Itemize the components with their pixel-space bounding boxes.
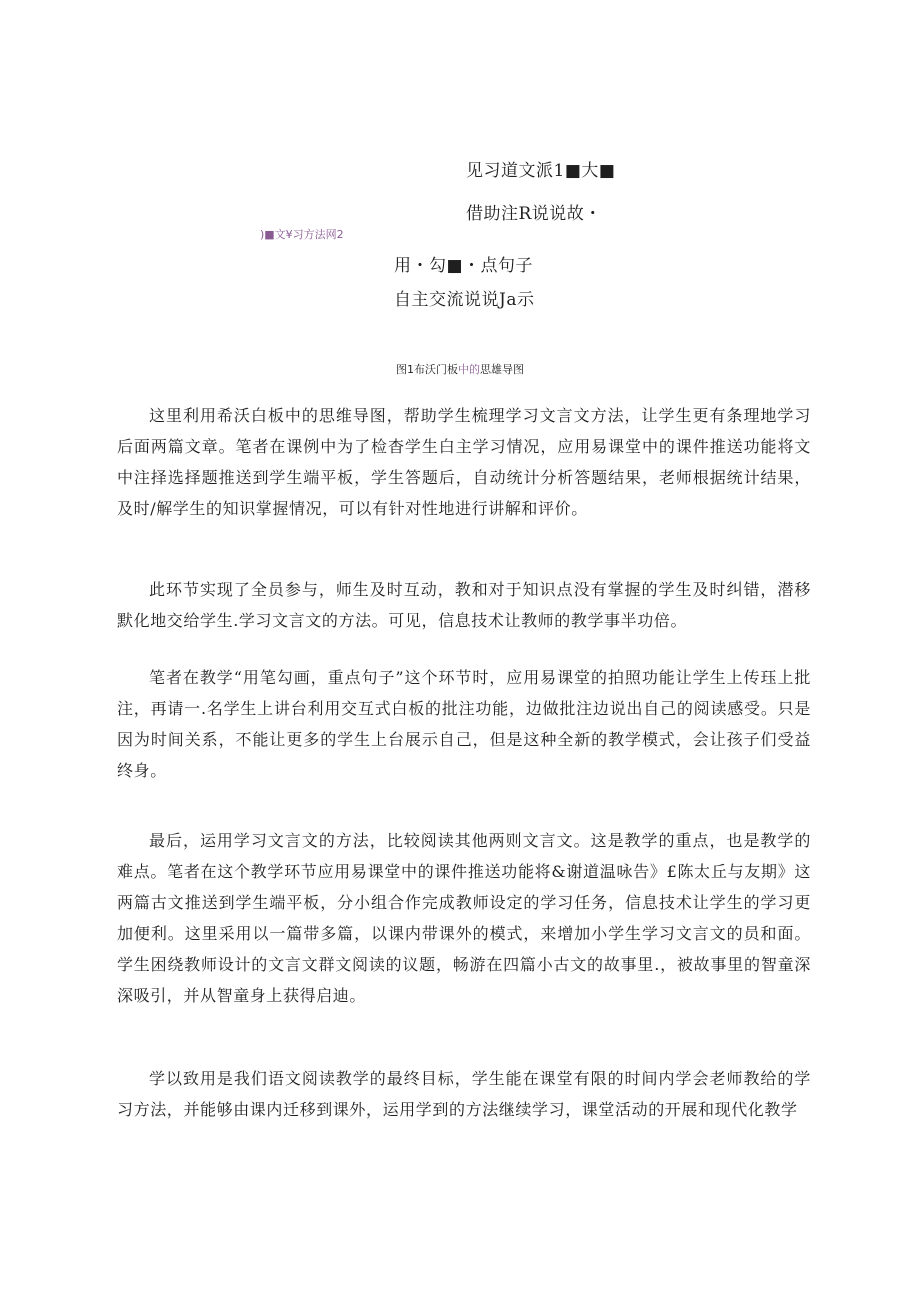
mind-map-item: 自主交流说说Ja示 [394,290,535,310]
caption-accent: 中的 [458,363,480,376]
caption-end: 思雄导图 [480,363,524,376]
caption-start: 图1布沃门板 [396,363,458,376]
figure-caption [0,362,920,378]
mind-map-left-label: )■文¥习方法网2 [260,228,344,241]
mind-map-item: 见习道文派1■大■ [466,161,616,181]
paragraph: 最后，运用学习文言文的方法，比较阅读其他两则文言文。这是教学的重点，也是教学的难点。笔者在这个教学环节应用易课堂中的课件推送功能将&谢道温咏告》£陈太丘与友期》这两篇古文推送到学生端平板，分小组合作完成教师设定的学习任务，信息技术让学生的学习更加便利。这里采用以一篇带多篇，以课内带课外的模式，来增加小学生学习文言文的员和面。学生困绕教师设计的文言文群文阅读的议题，畅游在四篇小古文的故事里.，被故事里的智童深深吸引，并从智童身上获得启迪。 [117,831,811,1005]
paragraph: 学以致用是我们语文阅读教学的最终目标，学生能在课堂有限的时间内学会老师教给的学习方法，并能够由课内迁移到课外，运用学到的方法继续学习，课堂活动的开展和现代化教学 [117,1069,811,1119]
paragraph: 此环节实现了全员参与，师生及时互动，教和对于知识点没有掌握的学生及时纠错，潜移默化地交给学生.学习文言文的方法。可见，信息技术让教师的教学事半功倍。 [117,580,811,630]
mind-map-item: 借助注R说说故・ [466,204,602,224]
mind-map-item: 用・勾■・点句子 [394,256,534,276]
paragraph: 这里利用希沃白板中的思维导图，帮助学生梳理学习文言文方法，让学生更有条理地学习后面两篇文章。笔者在课例中为了检杳学生白主学习情况，应用易课堂中的课件推送功能将文中注择选择题推送到学生端平板，学生答题后，自动统计分析答题结果，老师根据统计结果，及时/解学生的知识掌握情况，可以有针对性地进行讲解和评价。 [117,406,811,518]
paragraph: 笔者在教学“用笔勾画，重点句子”这个环节时，应用易课堂的拍照功能让学生上传珏上批注，再请一.名学生上讲台利用交互式白板的批注功能，边做批注边说出自己的阅读感受。只是因为时间关系，不能让更多的学生上台展示自己，但是这种全新的教学模式，会让孩子们受益终身。 [117,668,811,780]
